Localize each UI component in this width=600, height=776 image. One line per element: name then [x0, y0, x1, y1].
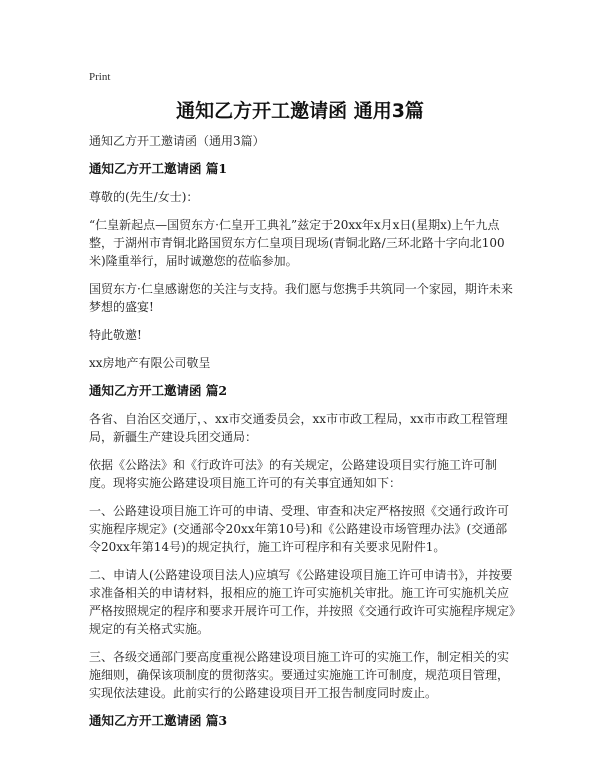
- paragraph: 各省、自治区交通厅，、xx市交通委员会，xx市市政工程局，xx市市政工程管理局，新疆生产建设兵团交通局：: [89, 412, 508, 444]
- paragraph: 尊敬的(先生/女士)：: [89, 190, 199, 204]
- paragraph: “仁皇新起点—国贸东方·仁皇开工典礼”兹定于20xx年x月x日(星期x)上午九点整，于湖州市青铜北路国贸东方仁皇项目现场(青铜北路/三环北路十字向北100米)隆重举行，届时诚邀您的莅临参加。: [89, 218, 505, 268]
- document-title: 通知乙方开工邀请函 通用3篇: [176, 100, 424, 122]
- section-1-heading: 通知乙方开工邀请函 篇1: [89, 161, 228, 176]
- document-body: [89, 132, 519, 740]
- paragraph: 依据《公路法》和《行政许可法》的有关规定，公路建设项目实行施工许可制度。现将实施公路建设项目施工许可的有关事宜通知如下：: [89, 458, 498, 490]
- paragraph: 特此敬邀!: [89, 328, 142, 342]
- section-2-heading: 通知乙方开工邀请函 篇2: [89, 383, 228, 398]
- paragraph: 一、公路建设项目施工许可的申请、受理、审查和决定严格按照《交通行政许可实施程序规定》(交通部令20xx年第10号)和《公路建设市场管理办法》(交通部令20xx年第14号)的规定执行，施工许可程序和有关要求见附件1。: [89, 504, 510, 554]
- paragraph: 二、申请人(公路建设项目法人)应填写《公路建设项目施工许可申请书》，并按要求准备相关的申请材料，报相应的施工许可实施机关审批。施工许可实施机关应严格按照规定的程序和要求开展许可工作，并按照《交通行政许可实施程序规定》规定的有关格式实施。: [89, 568, 516, 636]
- paragraph: 三、各级交通部门要高度重视公路建设项目施工许可的实施工作，制定相关的实施细则，确保该项制度的贯彻落实。要通过实施施工许可制度，规范项目管理，实现依法建设。此前实行的公路建设项目开工报告制度同时废止。: [89, 650, 510, 700]
- paragraph: xx房地产有限公司敬呈: [89, 356, 211, 370]
- section-3-heading: 通知乙方开工邀请函 篇3: [89, 713, 228, 728]
- intro-line: 通知乙方开工邀请函（通用3篇）: [89, 134, 265, 148]
- paragraph: 国贸东方·仁皇感谢您的关注与支持。我们愿与您携手共筑同一个家园，期许未来梦想的盛宴!: [89, 282, 513, 314]
- print-label: Print: [89, 71, 111, 83]
